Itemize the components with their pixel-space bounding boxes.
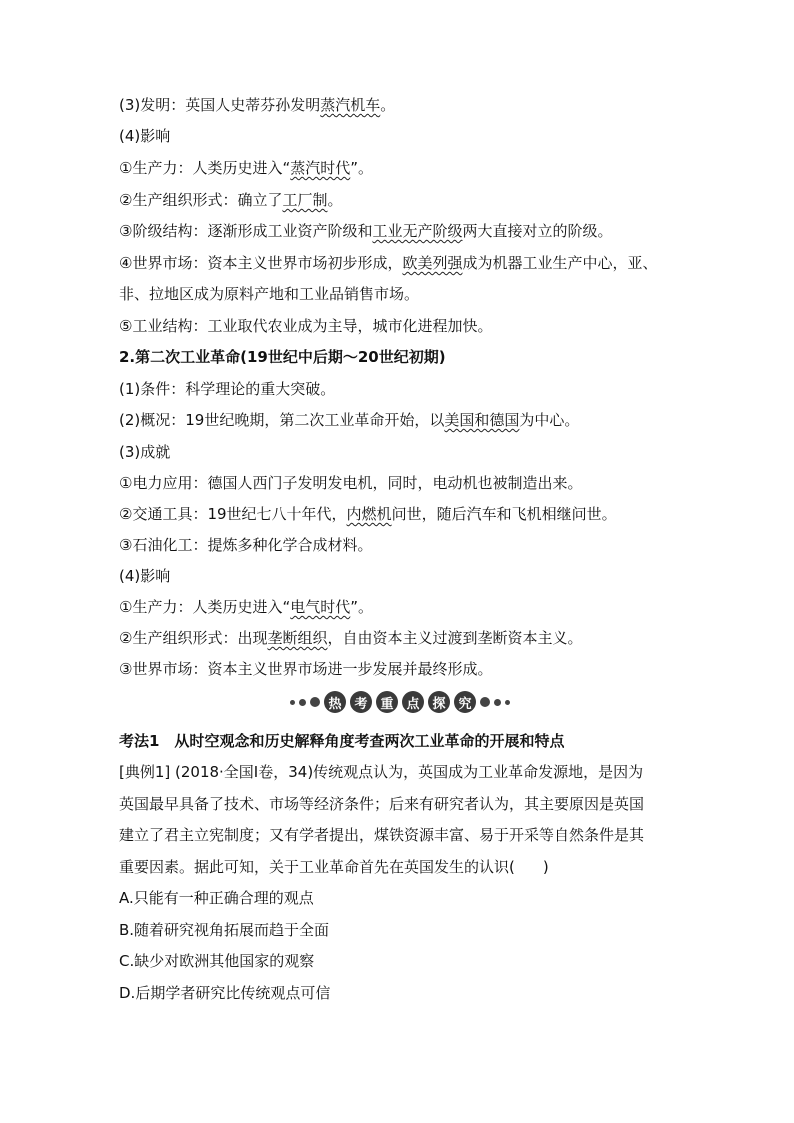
impact-1-world-market-cont: 非、拉地区成为原料产地和工业品销售市场。 xyxy=(119,285,420,303)
key-term: 美国和德国 xyxy=(444,411,520,429)
option-c[interactable]: C.缺少对欧洲其他国家的观察 xyxy=(119,952,315,970)
impact-2-productivity: ①生产力：人类历史进入“电气时代”。 xyxy=(119,598,374,616)
key-term: 工厂制 xyxy=(282,191,328,209)
impact-1-class-structure: ③阶级结构：逐渐形成工业资产阶级和工业无产阶级两大直接对立的阶级。 xyxy=(119,222,613,240)
impact-2-organization: ②生产组织形式：出现垄断组织，自由资本主义过渡到垄断资本主义。 xyxy=(119,629,583,647)
question-line-1: [典例1] (2018·全国Ⅰ卷，34)传统观点认为，英国成为工业革命发源地，是因为 xyxy=(119,763,644,781)
condition-line: (1)条件：科学理论的重大突破。 xyxy=(119,380,336,398)
banner-dot-icon xyxy=(299,699,306,706)
banner-char: 探 xyxy=(428,691,450,713)
banner-dot-icon xyxy=(290,700,295,705)
banner-char: 重 xyxy=(376,691,398,713)
impact-1-productivity: ①生产力：人类历史进入“蒸汽时代”。 xyxy=(119,159,374,177)
option-d[interactable]: D.后期学者研究比传统观点可信 xyxy=(119,984,331,1002)
key-term: 内燃机 xyxy=(346,505,392,523)
key-term: 垄断组织 xyxy=(267,629,328,647)
question-line-2: 英国最早具备了技术、市场等经济条件；后来有研究者认为，其主要原因是英国 xyxy=(119,795,645,813)
banner-dot-icon xyxy=(505,700,510,705)
achievement-electricity: ①电力应用：德国人西门子发明发电机，同时，电动机也被制造出来。 xyxy=(119,474,583,492)
banner-dot-icon xyxy=(310,697,320,707)
section-banner xyxy=(280,690,520,714)
key-term: 电气时代 xyxy=(290,598,351,616)
question-text-end: 重要因素。据此可知，关于工业革命首先在英国发生的认识( xyxy=(119,858,515,876)
impact-heading-2: (4)影响 xyxy=(119,567,171,585)
key-term: 工业无产阶级 xyxy=(372,222,463,240)
question-line-4 xyxy=(119,857,679,877)
banner-char: 考 xyxy=(350,691,372,713)
banner-dot-icon xyxy=(494,699,501,706)
banner-char: 热 xyxy=(324,691,346,713)
achievement-petrochemical: ③石油化工：提炼多种化学合成材料。 xyxy=(119,536,373,554)
question-close-paren: ) xyxy=(542,858,549,876)
key-term: 欧美列强 xyxy=(402,254,463,272)
section-2-title: 2.第二次工业革命(19世纪中后期～20世纪初期) xyxy=(119,348,446,366)
question-line-3: 建立了君主立宪制度；又有学者提出，煤铁资源丰富、易于开采等自然条件是其 xyxy=(119,826,645,844)
banner-dot-icon xyxy=(480,697,490,707)
impact-1-industry-structure: ⑤工业结构：工业取代农业成为主导，城市化进程加快。 xyxy=(119,317,493,335)
achievement-transport: ②交通工具：19世纪七八十年代，内燃机问世，随后汽车和飞机相继问世。 xyxy=(119,505,617,523)
impact-heading-1: (4)影响 xyxy=(119,127,171,145)
key-term: 蒸汽机车 xyxy=(320,96,381,114)
invention-line: (3)发明：英国人史蒂芬孙发明蒸汽机车。 xyxy=(119,96,396,114)
impact-1-organization: ②生产组织形式：确立了工厂制。 xyxy=(119,191,343,209)
achievement-heading: (3)成就 xyxy=(119,443,171,461)
overview-line: (2)概况：19世纪晚期，第二次工业革命开始，以美国和德国为中心。 xyxy=(119,411,580,429)
option-b[interactable]: B.随着研究视角拓展而趋于全面 xyxy=(119,921,330,939)
banner-char: 究 xyxy=(454,691,476,713)
impact-2-world-market: ③世界市场：资本主义世界市场进一步发展并最终形成。 xyxy=(119,660,493,678)
banner-char: 点 xyxy=(402,691,424,713)
key-term: 蒸汽时代 xyxy=(290,159,351,177)
method-title: 考法1 从时空观念和历史解释角度考查两次工业革命的开展和特点 xyxy=(119,732,565,750)
impact-1-world-market: ④世界市场：资本主义世界市场初步形成，欧美列强成为机器工业生产中心，亚、 xyxy=(119,254,658,272)
option-a[interactable]: A.只能有一种正确合理的观点 xyxy=(119,889,314,907)
